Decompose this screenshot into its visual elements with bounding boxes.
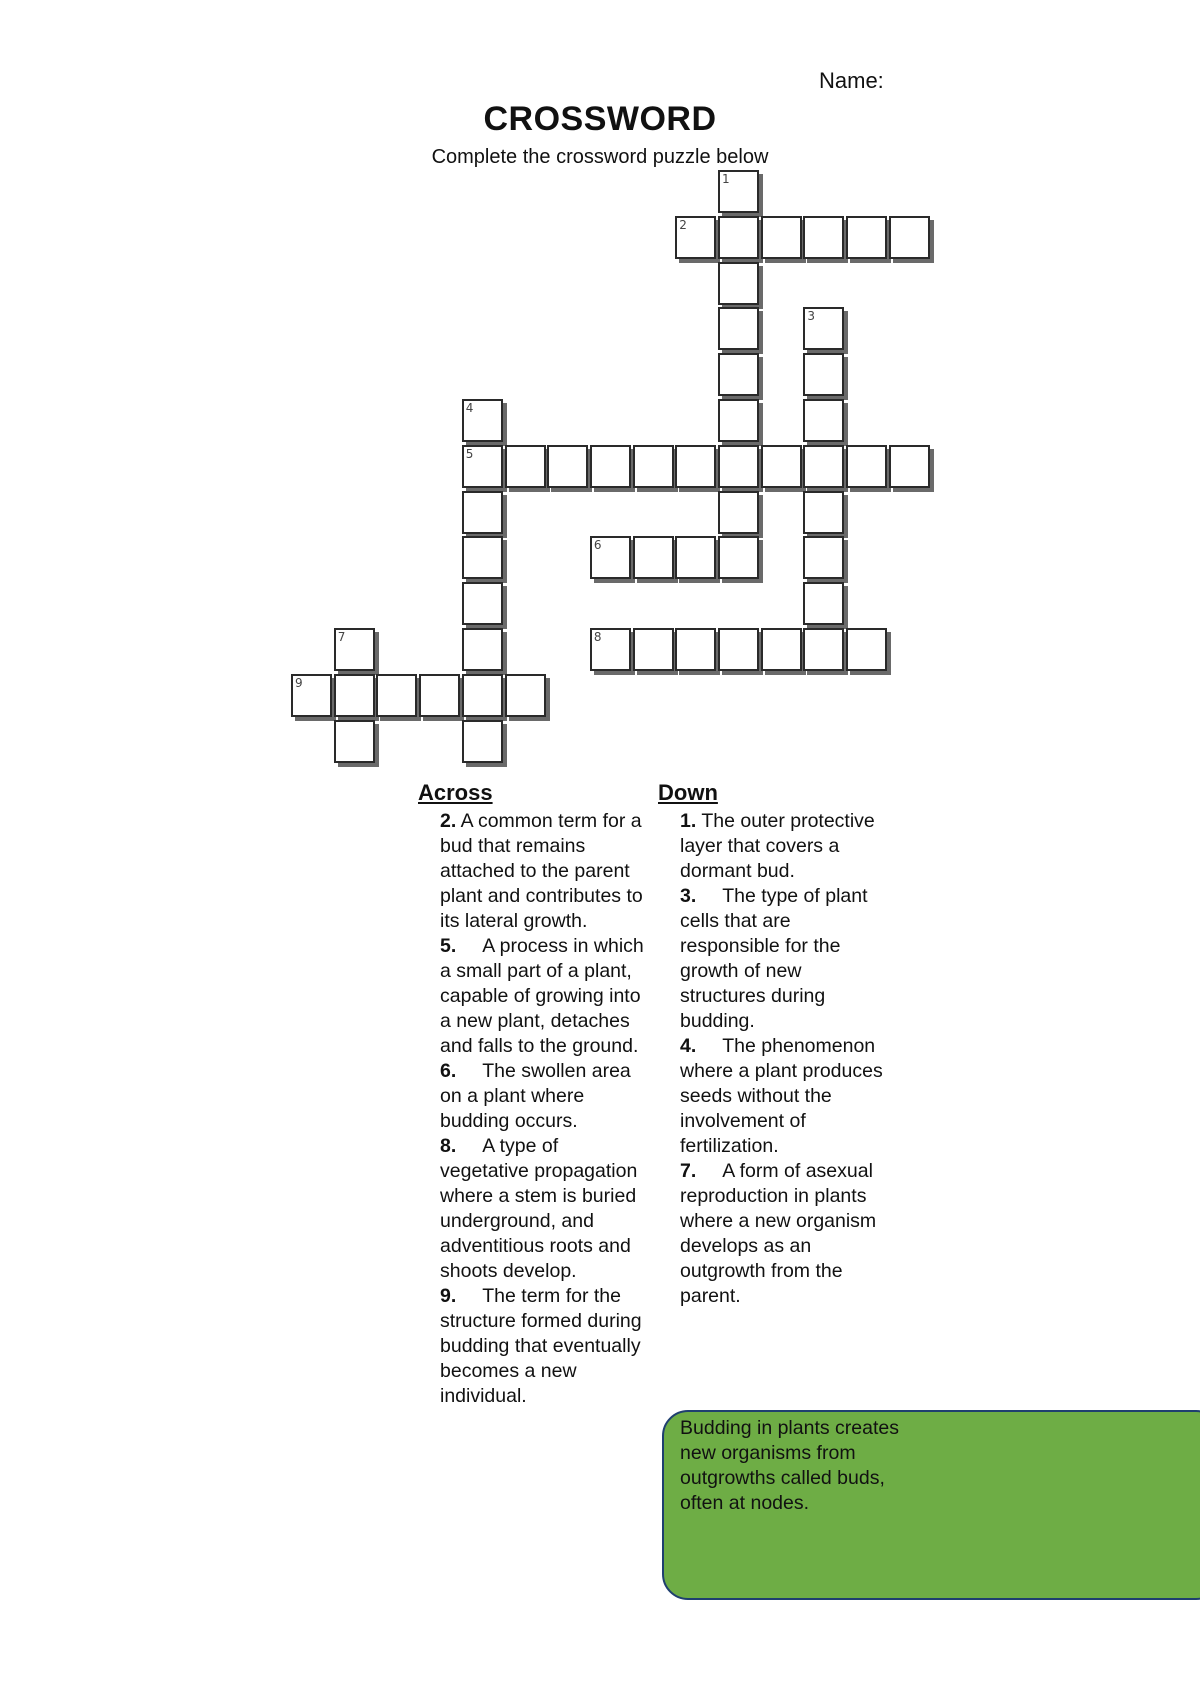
crossword-cell[interactable] (718, 491, 759, 534)
down-clue (680, 809, 888, 884)
clue-number: 2. (440, 810, 457, 832)
clue-text: The type of plant cells that are responsible for the growth of new structures during budding. (680, 885, 868, 1032)
crossword-cell[interactable] (462, 628, 503, 671)
page-title (0, 100, 1200, 139)
crossword-cell[interactable] (803, 445, 844, 488)
crossword-cell[interactable] (718, 262, 759, 305)
across-clue (440, 934, 648, 1059)
clue-text: A common term for a bud that remains attached to the parent plant and contributes to its lateral growth. (440, 810, 643, 932)
clue-text: A process in which a small part of a plant, capable of growing into a new plant, detaches and falls to the ground. (440, 935, 644, 1057)
down-clue (680, 884, 888, 1034)
crossword-cell[interactable] (334, 674, 375, 717)
crossword-cell[interactable] (846, 445, 887, 488)
clue-text: The outer protective layer that covers a dormant bud. (680, 810, 875, 882)
crossword-cell[interactable] (590, 536, 631, 579)
clue-text: The swollen area on a plant where budding occurs. (440, 1060, 631, 1132)
clue-text: A type of vegetative propagation where a stem is buried underground, and adventitious roots and shoots develop. (440, 1135, 638, 1282)
crossword-cell[interactable] (462, 445, 503, 488)
crossword-cell[interactable] (889, 216, 930, 259)
cell-number: 3 (807, 309, 816, 324)
crossword-cell[interactable] (633, 628, 674, 671)
clue-number: 6. (440, 1060, 457, 1082)
crossword-cell[interactable] (718, 170, 759, 213)
subtitle: Complete the crossword puzzle below (431, 146, 769, 168)
cell-number: 9 (295, 675, 303, 690)
across-clue-list (418, 809, 648, 1409)
down-clue (680, 1159, 888, 1309)
page-title-text: CROSSWORD (483, 100, 717, 138)
across-section (418, 780, 648, 1409)
fact-box-text: Budding in plants creates new organisms from outgrowths called buds, often at nodes. (680, 1417, 899, 1514)
crossword-cell[interactable] (803, 536, 844, 579)
clue-text: The phenomenon where a plant produces seeds without the involvement of fertilization. (680, 1035, 883, 1157)
cell-number: 6 (593, 538, 602, 553)
crossword-cell[interactable] (675, 628, 716, 671)
crossword-cell[interactable] (376, 674, 417, 717)
down-clue (680, 1034, 888, 1159)
cell-number: 2 (679, 217, 687, 232)
crossword-cell[interactable] (803, 628, 844, 671)
across-clue (440, 1284, 648, 1409)
crossword-cell[interactable] (803, 582, 844, 625)
crossword-cell[interactable] (633, 536, 674, 579)
crossword-cell[interactable] (761, 445, 802, 488)
name-label: Name: (819, 68, 884, 93)
across-heading: Across (418, 780, 493, 805)
crossword-cell[interactable] (462, 582, 503, 625)
crossword-cell[interactable] (505, 674, 546, 717)
crossword-cell[interactable] (846, 628, 887, 671)
crossword-cell[interactable] (761, 628, 802, 671)
crossword-cell[interactable] (718, 536, 759, 579)
clue-number: 1. (680, 810, 697, 832)
cell-number: 7 (337, 630, 346, 644)
cell-number: 1 (722, 172, 730, 186)
crossword-cell[interactable] (334, 628, 375, 671)
crossword-cell[interactable] (462, 720, 503, 763)
crossword-cell[interactable] (718, 399, 759, 442)
clue-number: 3. (680, 885, 697, 907)
crossword-cell[interactable] (803, 353, 844, 396)
crossword-cell[interactable] (462, 536, 503, 579)
down-heading: Down (658, 780, 718, 805)
clue-number: 5. (440, 935, 457, 957)
crossword-cell[interactable] (462, 399, 503, 442)
crossword-cell[interactable] (803, 216, 844, 259)
crossword-cell[interactable] (590, 628, 631, 671)
across-clue (440, 1134, 648, 1284)
crossword-cell[interactable] (803, 307, 844, 350)
crossword-cell[interactable] (675, 216, 716, 259)
crossword-cell[interactable] (718, 353, 759, 396)
crossword-cell[interactable] (462, 674, 503, 717)
clue-number: 8. (440, 1135, 457, 1157)
crossword-cell[interactable] (718, 445, 759, 488)
crossword-cell[interactable] (633, 445, 674, 488)
crossword-cell[interactable] (889, 445, 930, 488)
across-clue (440, 1059, 648, 1134)
crossword-cell[interactable] (419, 674, 460, 717)
crossword-cell[interactable] (675, 445, 716, 488)
crossword-cell[interactable] (761, 216, 802, 259)
crossword-cell[interactable] (718, 216, 759, 259)
clue-number: 9. (440, 1285, 457, 1307)
crossword-cell[interactable] (291, 674, 332, 717)
clue-text: The term for the structure formed during budding that eventually becomes a new individual. (440, 1285, 642, 1407)
cell-number: 5 (465, 446, 474, 461)
crossword-cell[interactable] (675, 536, 716, 579)
cell-number: 8 (593, 630, 602, 644)
crossword-cell[interactable] (590, 445, 631, 488)
clue-number: 4. (680, 1035, 697, 1057)
crossword-cell[interactable] (846, 216, 887, 259)
crossword-cell[interactable] (462, 491, 503, 534)
across-clue (440, 809, 648, 934)
crossword-cell[interactable] (718, 307, 759, 350)
clue-text: A form of asexual reproduction in plants where a new organism develops as an outgrowth from the parent. (680, 1160, 877, 1307)
crossword-cell[interactable] (547, 445, 588, 488)
down-clue-list (658, 809, 888, 1309)
crossword-cell[interactable] (803, 491, 844, 534)
crossword-cell[interactable] (803, 399, 844, 442)
down-section (658, 780, 888, 1309)
crossword-cell[interactable] (718, 628, 759, 671)
crossword-cell[interactable] (505, 445, 546, 488)
crossword-cell[interactable] (334, 720, 375, 763)
cell-number: 4 (465, 401, 474, 415)
clue-number: 7. (680, 1160, 697, 1182)
